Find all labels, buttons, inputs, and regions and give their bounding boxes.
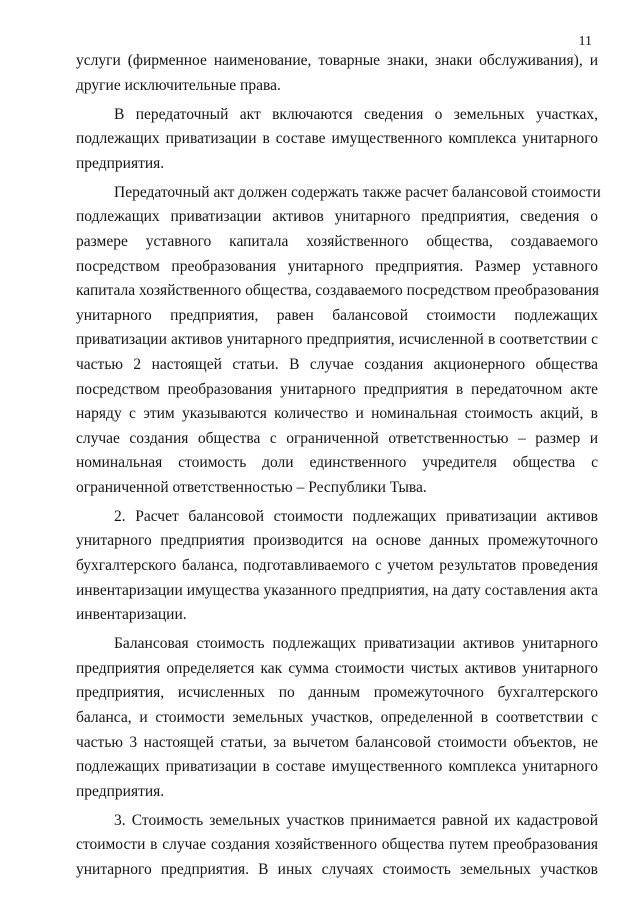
text-line: ограниченной ответственностью – Республики Тыва. bbox=[76, 478, 427, 496]
document-body bbox=[76, 49, 601, 887]
text-line: посредством преобразования унитарного предприятия. Размер уставного bbox=[76, 257, 598, 275]
text-line: унитарного предприятия производится на основе данных промежуточного bbox=[76, 532, 598, 550]
page-number: 11 bbox=[578, 34, 592, 49]
text-line: 2. Расчет балансовой стоимости подлежащих приватизации активов bbox=[114, 507, 598, 525]
text-line: капитала хозяйственного общества, создаваемого посредством преобразования bbox=[76, 282, 599, 300]
text-line: Передаточный акт должен содержать также расчет балансовой стоимости bbox=[114, 183, 601, 201]
text-line: 3. Стоимость земельных участков принимается равной их кадастровой bbox=[114, 811, 598, 829]
text-line: номинальная стоимость доли единственного учредителя общества с bbox=[76, 454, 598, 472]
text-line: предприятия определяется как сумма стоимости чистых активов унитарного bbox=[76, 659, 598, 677]
text-line: баланса, и стоимости земельных участков, определенной в соответствии с bbox=[76, 709, 598, 726]
text-line: случае создания общества с ограниченной ответственностью – размер и bbox=[76, 429, 598, 447]
text-line: услуги (фирменное наименование, товарные знаки, знаки обслуживания), и bbox=[76, 52, 598, 69]
text-line: предприятия. bbox=[76, 782, 165, 800]
paragraph bbox=[76, 49, 598, 98]
text-line: В передаточный акт включаются сведения о земельных участках, bbox=[114, 105, 598, 123]
text-line: посредством преобразования унитарного предприятия в передаточном акте bbox=[76, 380, 598, 398]
text-line: подлежащих приватизации в составе имущественного комплекса унитарного bbox=[76, 130, 598, 148]
text-line: Балансовая стоимость подлежащих приватизации активов унитарного bbox=[114, 635, 598, 653]
text-line: размере уставного капитала хозяйственного общества, создаваемого bbox=[76, 232, 598, 250]
text-line: предприятия, исчисленных по данным промежуточного бухгалтерского bbox=[76, 684, 598, 702]
text-line: унитарного предприятия, равен балансовой стоимости подлежащих bbox=[76, 306, 598, 324]
text-line: подлежащих приватизации в составе имущественного комплекса унитарного bbox=[76, 758, 598, 776]
text-line: подлежащих приватизации активов унитарного предприятия, сведения о bbox=[76, 208, 598, 226]
paragraph bbox=[76, 632, 598, 804]
text-line: стоимости в случае создания хозяйственного общества путем преобразования bbox=[76, 836, 598, 854]
text-line: унитарного предприятия. В иных случаях стоимость земельных участков bbox=[76, 860, 598, 878]
paragraph bbox=[76, 103, 598, 177]
text-line: другие исключительные права. bbox=[76, 76, 281, 94]
text-line: инвентаризации имущества указанного предприятия, на дату составления акта bbox=[76, 581, 598, 599]
text-line: частью 2 настоящей статьи. В случае создания акционерного общества bbox=[76, 355, 598, 373]
text-line: приватизации активов унитарного предприятия, исчисленной в соответствии с bbox=[76, 331, 598, 349]
paragraph bbox=[76, 809, 598, 883]
text-line: инвентаризации. bbox=[76, 606, 187, 624]
text-line: предприятия. bbox=[76, 154, 165, 172]
text-line: бухгалтерского баланса, подготавливаемого с учетом результатов проведения bbox=[76, 557, 598, 575]
paragraph bbox=[76, 181, 601, 501]
paragraph bbox=[76, 505, 598, 628]
text-line: частью 3 настоящей статьи, за вычетом балансовой стоимости объектов, не bbox=[76, 733, 598, 751]
text-line: наряду с этим указываются количество и номинальная стоимость акций, в bbox=[76, 405, 598, 423]
